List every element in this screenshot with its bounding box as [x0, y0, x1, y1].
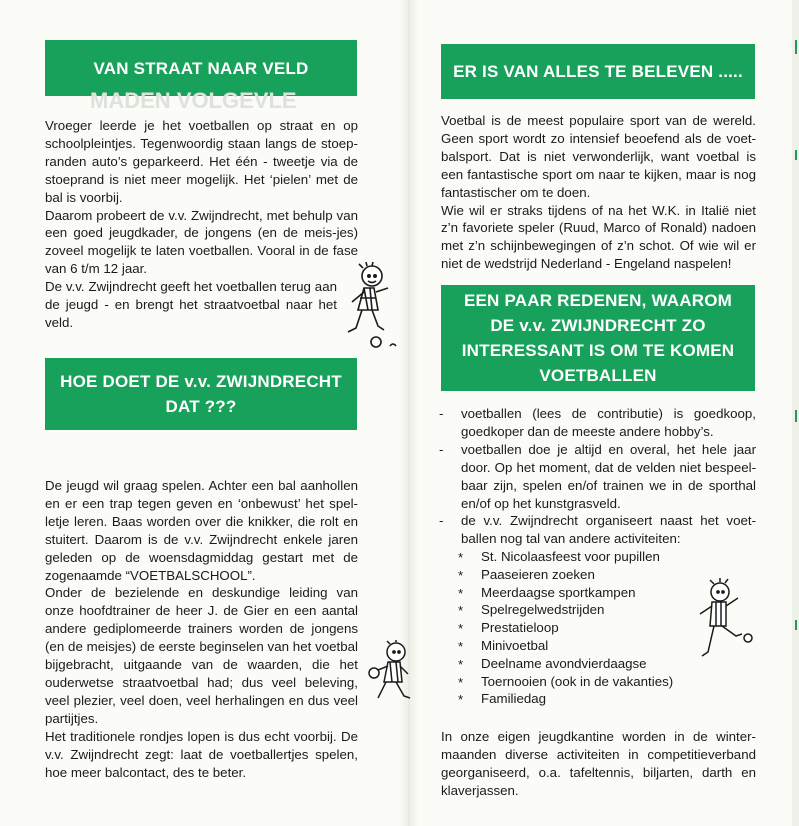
- reasons-list: [439, 405, 756, 548]
- list-item: [458, 637, 721, 655]
- activity-text: Meerdaagse sportkampen: [481, 584, 636, 600]
- closing-paragraph: In onze eigen jeugdkantine worden in de winter-maanden diverse activiteiten in competitieverband georganiseerd, o.a. tafeltennis, biljarten, darth en klaverjassen.: [441, 729, 756, 798]
- activity-text: St. Nicolaasfeest voor pupillen: [481, 549, 660, 564]
- dash-bullet: -: [439, 513, 444, 529]
- list-item: [458, 548, 721, 566]
- list-item: [458, 601, 721, 619]
- activity-text: Familiedag: [481, 691, 547, 707]
- list-item: [458, 655, 721, 673]
- section-van-straat-text: [45, 117, 358, 332]
- star-bullet: *: [458, 550, 464, 565]
- star-bullet: *: [458, 603, 464, 619]
- activities-list: [458, 548, 721, 708]
- paragraph: Het traditionele rondjes lopen is dus echt voorbij. De v.v. Zwijndrecht zegt: laat de voetballertjes spelen, hoe meer balcontact, des te beter.: [45, 728, 358, 780]
- dash-bullet: -: [439, 441, 444, 457]
- heading-text-line2: DE v.v. ZWIJNDRECHT ZO: [490, 316, 706, 335]
- paragraph: Daarom probeert de v.v. Zwijndrecht, met behulp van een goed jeugdkader, de jongens (en de meis-jes) zoveel mogelijk te laten voetballen. Vooral in de fase van 6 t/m 12 jaar.: [45, 207, 358, 277]
- heading-text: ER IS VAN ALLES TE BELEVEN .....: [453, 62, 743, 81]
- list-item: [458, 566, 721, 584]
- star-bullet: *: [458, 692, 464, 708]
- star-bullet: *: [458, 585, 464, 601]
- star-bullet: *: [458, 656, 464, 672]
- kicking-kid-illustration-top: [336, 262, 400, 354]
- paragraph: De jeugd wil graag spelen. Achter een bal aanhollen en er een trap tegen geven en ‘onbewust’ het spel-letje leren. Baas worden over die knikker, die rolt en stuitert. Daarom is de v.v. Zwijndrecht enkele jaren geleden op de woensdagmiddag gestart met de zogenaamde “VOETBALSCHOOL”.: [45, 478, 358, 583]
- paragraph: Voetbal is de meest populaire sport van de wereld. Geen sport wordt zo intensief beoefend als de voet-balsport. Dat is niet verwonderlijk, want voetbal is een fantastische sport om naar te kijken, maar is nog fantastischer om te doen.: [441, 113, 756, 200]
- reason-text: de v.v. Zwijndrecht organiseert naast het voet-ballen nog tal van andere activiteiten:: [461, 513, 756, 547]
- activity-text: Prestatieloop: [481, 620, 559, 636]
- heading-hoe-doet-de-vv: [45, 358, 357, 430]
- running-kid-illustration-left: [366, 640, 422, 710]
- list-item: [458, 619, 721, 637]
- activity-text: Spelregelwedstrijden: [481, 602, 605, 618]
- heading-er-is-van-alles: [441, 44, 755, 99]
- list-item: [458, 584, 721, 602]
- activity-text: Toernooien (ook in de vakanties): [481, 673, 674, 689]
- activity-text: Deelname avondvierdaagse: [481, 655, 647, 671]
- list-item: [458, 673, 721, 691]
- dash-bullet: -: [439, 406, 444, 421]
- star-bullet: *: [458, 674, 464, 690]
- right-page-edge: [792, 0, 799, 826]
- heading-text-line4: VOETBALLEN: [539, 366, 657, 385]
- paragraph: Onder de bezielende en deskundige leiding van onze hoofdtrainer de heer J. de Gier en een aantal andere gediplomeerde trainers worden de jongens (en de meisjes) de eerste beginselen van het voetbal bijgebracht, uitgaande van de waarden, die het ouderwetse straatvoetbal had; dus veel beleving, veel plezier, veel doen, veel herhalingen en dus veel partijtjes.: [45, 585, 358, 726]
- star-bullet: *: [458, 621, 464, 637]
- heading-text-line1: EEN PAAR REDENEN, WAAROM: [463, 291, 732, 310]
- paragraph: De v.v. Zwijndrecht geeft het voetballen terug aan de jeugd - en brengt het straatvoetbal naar het veld.: [45, 279, 337, 330]
- heading-text-line1: HOE DOET DE v.v. ZWIJNDRECHT: [60, 372, 342, 391]
- list-item: [458, 690, 721, 708]
- list-item: [439, 405, 756, 441]
- background-watermark: MADEN VOLGEVLE: [90, 88, 297, 113]
- star-bullet: *: [458, 638, 464, 654]
- heading-een-paar-redenen: [441, 285, 755, 391]
- list-item: [439, 512, 756, 548]
- reason-text: voetballen (lees de contributie) is goedkoop, goedkoper dan de meeste andere hobby’s.: [461, 406, 756, 439]
- kicking-kid-illustration-right: [690, 578, 756, 668]
- activity-text: Minivoetbal: [481, 637, 549, 653]
- section-hoe-doet-text: [45, 477, 358, 781]
- list-item: [439, 441, 756, 513]
- star-bullet: *: [458, 567, 464, 583]
- reason-text: voetballen doe je altijd en overal, het hele jaar door. Op het moment, dat de velden niet bespeel-baar zijn, spelen en/of trainen we in de sporthal en/of op het kunstgrasveld.: [461, 441, 756, 511]
- heading-text: VAN STRAAT NAAR VELD: [93, 58, 309, 78]
- section-er-is-van-alles-text: [441, 112, 756, 273]
- heading-text-line2: DAT ???: [165, 397, 237, 416]
- paragraph: Wie wil er straks tijdens of na het W.K. in Italië niet z’n favoriete speler (Ruud, Marco of Ronald) nadoen met z’n schijnbewegingen of z’n schot. Of wie wil er niet de wedstrijd Nederland - Engeland naspelen!: [441, 202, 756, 272]
- paragraph: Vroeger leerde je het voetballen op straat en op schoolpleintjes. Tegenwoordig staan langs de stoep-randen auto’s geparkeerd. Het één - tweetje via de stoeprand is niet meer mogelijk. Het ‘pielen’ met de bal is voorbij.: [45, 118, 358, 205]
- heading-text-line3: INTERESSANT IS OM TE KOMEN: [461, 341, 735, 360]
- activity-text: Paaseieren zoeken: [481, 566, 595, 582]
